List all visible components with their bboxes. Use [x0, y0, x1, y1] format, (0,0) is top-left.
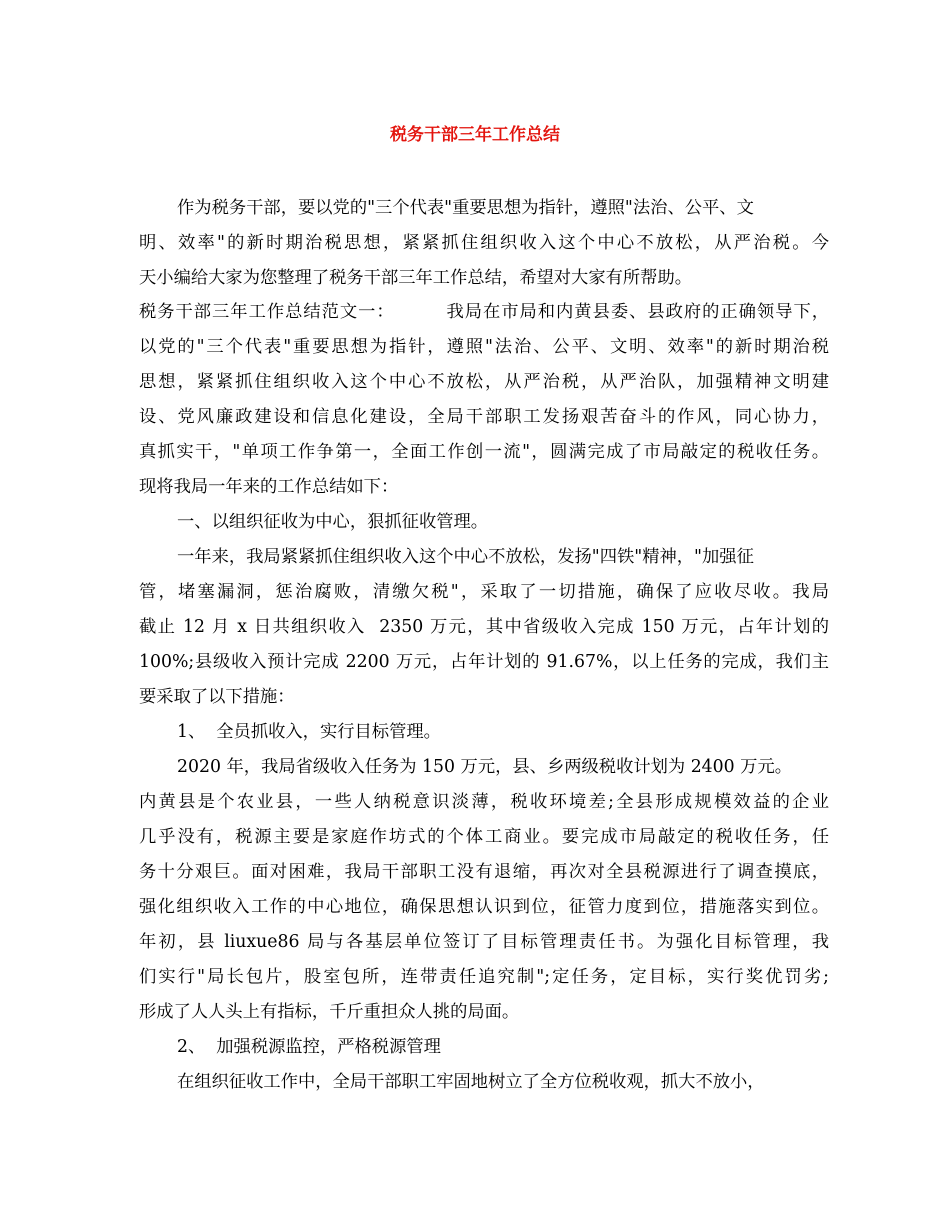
paragraph-line: 作为税务干部，要以党的"三个代表"重要思想为指针，遵照"法治、公平、文 — [177, 198, 754, 218]
paragraph-line: 截止 12 月 x 日共组织收入 2350 万元，其中省级收入完成 150 万元，占年计划的 — [139, 617, 829, 637]
paragraph-line: 税务干部三年工作总结范文一： 我局在市局和内黄县委、县政府的正确领导下， — [139, 302, 829, 322]
paragraph-line: 天小编给大家为您整理了税务干部三年工作总结，希望对大家有所帮助。 — [139, 268, 693, 288]
paragraph-line: 真抓实干，"单项工作争第一，全面工作创一流"，圆满完成了市局敲定的税收任务。 — [139, 442, 829, 462]
section-heading: 一、以组织征收为中心，狠抓征收管理。 — [177, 512, 489, 532]
paragraph-line: 年初，县 liuxue86 局与各基层单位签订了目标管理责任书。为强化目标管理，我 — [139, 932, 829, 952]
section-heading: 1、 全员抓收入，实行目标管理。 — [177, 722, 441, 742]
paragraph-line: 2020 年，我局省级收入任务为 150 万元，县、乡两级税收计划为 2400 万元。 — [177, 757, 793, 777]
paragraph-line: 现将我局一年来的工作总结如下： — [139, 477, 399, 497]
paragraph-line: 设、党风廉政建设和信息化建设，全局干部职工发扬艰苦奋斗的作风，同心协力， — [139, 407, 829, 427]
paragraph-line: 们实行"局长包片，股室包所，连带责任追究制";定任务，定目标，实行奖优罚劣; — [139, 967, 829, 987]
paragraph-line: 内黄县是个农业县，一些人纳税意识淡薄，税收环境差;全县形成规模效益的企业 — [139, 792, 829, 812]
paragraph-line: 务十分艰巨。面对困难，我局干部职工没有退缩，再次对全县税源进行了调查摸底， — [139, 862, 829, 882]
paragraph-line: 一年来，我局紧紧抓住组织收入这个中心不放松，发扬"四铁"精神，"加强征 — [177, 547, 754, 567]
paragraph-line: 100%;县级收入预计完成 2200 万元，占年计划的 91.67%，以上任务的完成，我们主 — [139, 652, 829, 672]
paragraph-line: 要采取了以下措施： — [139, 687, 295, 707]
paragraph-line: 管，堵塞漏洞，惩治腐败，清缴欠税"，采取了一切措施，确保了应收尽收。我局 — [139, 582, 829, 602]
paragraph-line: 以党的"三个代表"重要思想为指针，遵照"法治、公平、文明、效率"的新时期治税 — [139, 337, 829, 357]
document-title: 税务干部三年工作总结 — [390, 125, 560, 145]
paragraph-line: 强化组织收入工作的中心地位，确保思想认识到位，征管力度到位，措施落实到位。 — [139, 897, 829, 917]
section-heading: 2、 加强税源监控，严格税源管理 — [177, 1037, 441, 1057]
paragraph-line: 几乎没有，税源主要是家庭作坊式的个体工商业。要完成市局敲定的税收任务，任 — [139, 827, 829, 847]
paragraph-line: 形成了人人头上有指标，千斤重担众人挑的局面。 — [139, 1002, 520, 1022]
paragraph-line: 明、效率"的新时期治税思想，紧紧抓住组织收入这个中心不放松，从严治税。今 — [139, 233, 829, 253]
paragraph-line: 思想，紧紧抓住组织收入这个中心不放松，从严治税，从严治队，加强精神文明建 — [139, 372, 829, 392]
paragraph-line: 在组织征收工作中，全局干部职工牢固地树立了全方位税收观，抓大不放小， — [177, 1072, 765, 1092]
